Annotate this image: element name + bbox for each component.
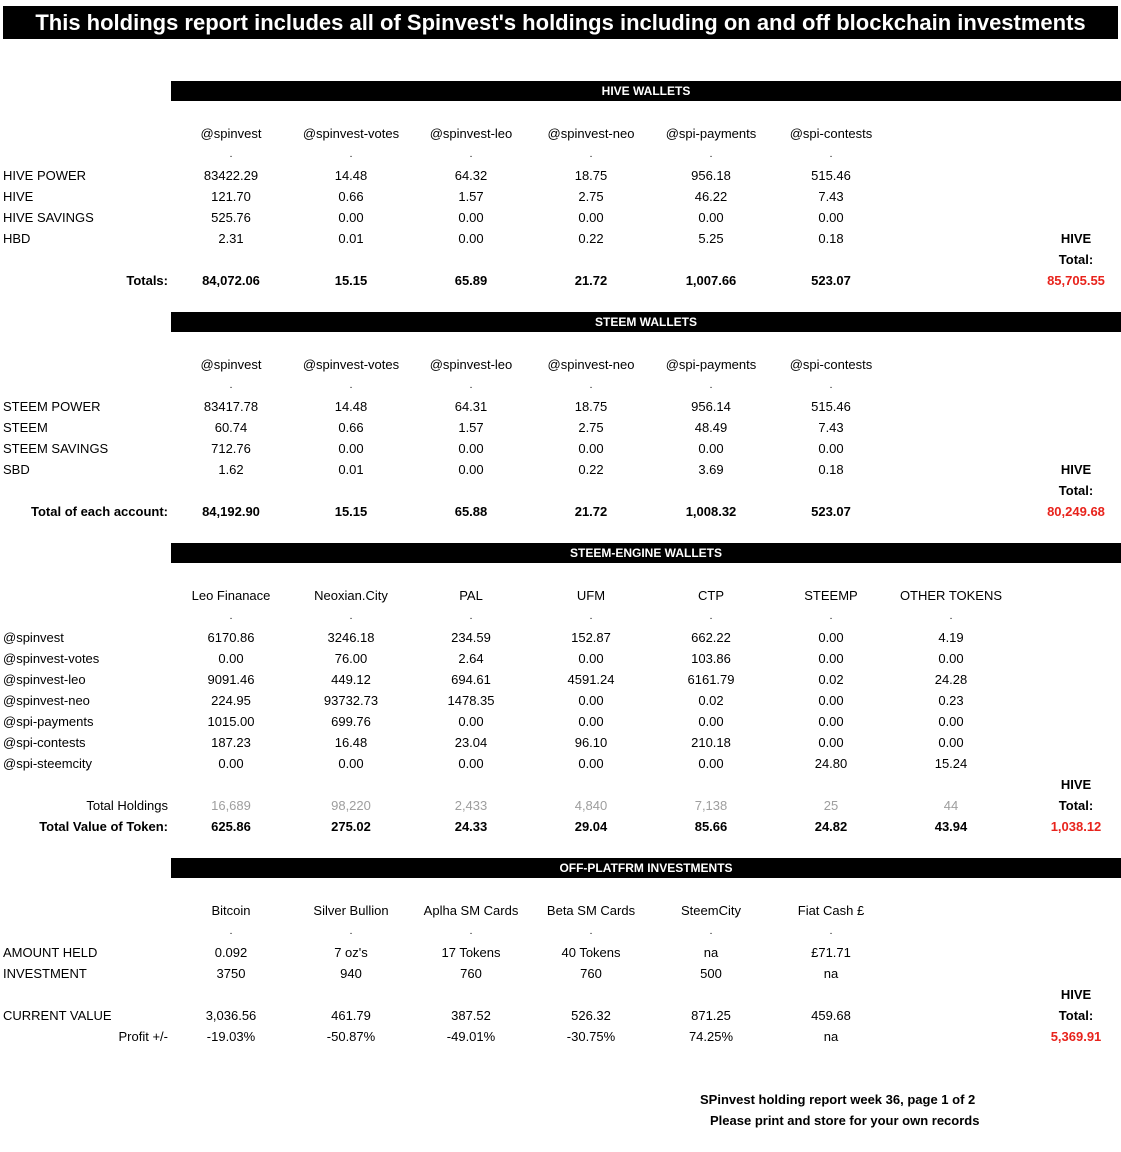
cell: 0.00 [458, 441, 484, 456]
separator-dot: . [469, 379, 473, 391]
hive-grand-total: 85,705.55 [1047, 273, 1105, 288]
row-label: INVESTMENT [3, 966, 87, 981]
cell: 2.31 [218, 231, 244, 246]
separator-dot: . [469, 148, 473, 160]
cell: 0.00 [458, 210, 484, 225]
cell: 234.59 [451, 630, 491, 645]
token-header: Leo Finanace [191, 588, 271, 603]
cell: 3,036.56 [205, 1008, 257, 1023]
steem-wallets-table [0, 354, 1121, 522]
separator-dot: . [829, 610, 833, 622]
cell: 0.66 [338, 420, 364, 435]
cell: 0.00 [698, 441, 724, 456]
cell: na [823, 1029, 839, 1044]
steem-grand-total: 80,249.68 [1047, 504, 1105, 519]
cell: 0.00 [938, 651, 964, 666]
cell: 6161.79 [687, 672, 735, 687]
cell: 210.18 [691, 735, 731, 750]
row-label: SBD [3, 462, 30, 477]
cell: 940 [340, 966, 362, 981]
cell: 0.00 [578, 651, 604, 666]
token-header: Neoxian.City [314, 588, 388, 603]
account-header: @spinvest-neo [547, 126, 635, 141]
cell: 662.22 [691, 630, 731, 645]
holding-cell: 44 [943, 798, 959, 813]
row-label: STEEM SAVINGS [3, 441, 109, 456]
cell: na [703, 945, 719, 960]
total-cell: 523.07 [811, 504, 851, 519]
total-cell: 15.15 [334, 504, 368, 519]
cell: 500 [700, 966, 722, 981]
totals-label: Totals: [126, 273, 168, 288]
value-cell: 85.66 [694, 819, 728, 834]
cell: 4.19 [938, 630, 964, 645]
steem-engine-table [0, 585, 1121, 837]
cell: 0.00 [218, 756, 244, 771]
cell: 0.00 [818, 735, 844, 750]
cell: 4591.24 [567, 672, 615, 687]
cell: 83417.78 [203, 399, 259, 414]
cell: 24.28 [934, 672, 968, 687]
value-cell: 24.82 [814, 819, 848, 834]
cell: 93732.73 [323, 693, 379, 708]
cell: -19.03% [206, 1029, 256, 1044]
cell: 7.43 [818, 189, 844, 204]
row-label: @spi-steemcity [3, 756, 93, 771]
cell: 712.76 [211, 441, 251, 456]
account-header: @spi-contests [789, 126, 873, 141]
cell: 60.74 [214, 420, 248, 435]
value-cell: 43.94 [934, 819, 968, 834]
cell: 74.25% [688, 1029, 734, 1044]
token-header: OTHER TOKENS [899, 588, 1003, 603]
cell: 14.48 [334, 399, 368, 414]
total-cell: 84,192.90 [202, 504, 260, 519]
account-header: @spinvest-neo [547, 357, 635, 372]
cell: 461.79 [331, 1008, 371, 1023]
cell: 694.61 [451, 672, 491, 687]
cell: 0.00 [458, 231, 484, 246]
cell: 2.75 [578, 189, 604, 204]
row-label: HBD [3, 231, 31, 246]
cell: 0.00 [938, 735, 964, 750]
cell: 515.46 [811, 399, 851, 414]
cell: 760 [460, 966, 482, 981]
cell: 0.00 [818, 693, 844, 708]
grand-total-label: HIVE [1060, 231, 1092, 246]
hive-wallets-header: HIVE WALLETS [171, 81, 1121, 101]
total-cell: 84,072.06 [202, 273, 260, 288]
cell: 83422.29 [203, 168, 259, 183]
row-label: STEEM POWER [3, 399, 101, 414]
cell: 0.18 [818, 462, 844, 477]
separator-dot: . [949, 610, 953, 622]
cell: 187.23 [211, 735, 251, 750]
separator-dot: . [349, 379, 353, 391]
holdings-label: Total Holdings [86, 798, 168, 813]
cell: 0.00 [938, 714, 964, 729]
account-header: @spi-payments [665, 126, 757, 141]
row-label: HIVE POWER [3, 168, 87, 183]
cell: 2.75 [578, 420, 604, 435]
cell: 0.00 [818, 651, 844, 666]
row-label: @spinvest-votes [3, 651, 100, 666]
separator-dot: . [229, 610, 233, 622]
cell: 18.75 [574, 168, 608, 183]
separator-dot: . [349, 148, 353, 160]
cell: 0.00 [338, 756, 364, 771]
cell: 0.00 [818, 714, 844, 729]
token-header: PAL [459, 588, 483, 603]
cell: 699.76 [331, 714, 371, 729]
off-platform-header: OFF-PLATFRM INVESTMENTS [171, 858, 1121, 878]
cell: 1.57 [458, 420, 484, 435]
cell: 5.25 [698, 231, 724, 246]
token-header: CTP [698, 588, 724, 603]
separator-dot: . [589, 148, 593, 160]
cell: 0.00 [578, 693, 604, 708]
cell: 0.18 [818, 231, 844, 246]
cell: 0.00 [578, 714, 604, 729]
cell: 0.01 [338, 231, 364, 246]
cell: 0.00 [698, 756, 724, 771]
separator-dot: . [589, 610, 593, 622]
cell: 48.49 [694, 420, 728, 435]
cell: 1478.35 [447, 693, 495, 708]
cell: 449.12 [331, 672, 371, 687]
footer-line-1: SPinvest holding report week 36, page 1 of 2 [700, 1092, 976, 1107]
asset-header: Fiat Cash £ [797, 903, 865, 918]
account-header: @spinvest-leo [429, 126, 513, 141]
separator-dot: . [829, 148, 833, 160]
separator-dot: . [229, 148, 233, 160]
cell: -30.75% [566, 1029, 616, 1044]
cell: 24.80 [814, 756, 848, 771]
row-label: HIVE SAVINGS [3, 210, 94, 225]
grand-total-label: Total: [1058, 252, 1094, 267]
row-label: @spinvest-leo [3, 672, 86, 687]
holding-cell: 16,689 [211, 798, 251, 813]
cell: 0.00 [698, 714, 724, 729]
off-platform-table [0, 900, 1121, 1047]
account-header: @spinvest-votes [302, 126, 400, 141]
cell: 64.31 [454, 399, 488, 414]
cell: 0.00 [578, 210, 604, 225]
cell: 0.00 [818, 210, 844, 225]
cell: 0.00 [458, 756, 484, 771]
cell: 515.46 [811, 168, 851, 183]
row-label: HIVE [3, 189, 34, 204]
off-platform-grand-total: 5,369.91 [1050, 1029, 1102, 1044]
cell: 0.00 [338, 441, 364, 456]
value-cell: 29.04 [574, 819, 608, 834]
cell: 0.00 [578, 441, 604, 456]
engine-grand-total: 1,038.12 [1050, 819, 1102, 834]
cell: 14.48 [334, 168, 368, 183]
cell: 46.22 [694, 189, 728, 204]
account-header: @spinvest-leo [429, 357, 513, 372]
row-label: @spinvest-neo [3, 693, 90, 708]
cell: 1.62 [218, 462, 244, 477]
cell: 956.18 [691, 168, 731, 183]
holding-cell: 7,138 [694, 798, 728, 813]
separator-dot: . [709, 148, 713, 160]
asset-header: Bitcoin [211, 903, 251, 918]
holding-cell: 4,840 [574, 798, 608, 813]
total-cell: 21.72 [574, 273, 608, 288]
cell: 7 oz's [334, 945, 368, 960]
cell: 525.76 [211, 210, 251, 225]
cell: 64.32 [454, 168, 488, 183]
cell: 16.48 [334, 735, 368, 750]
holding-cell: 25 [823, 798, 839, 813]
cell: 0.22 [578, 462, 604, 477]
separator-dot: . [709, 379, 713, 391]
steem-engine-wallets-header: STEEM-ENGINE WALLETS [171, 543, 1121, 563]
total-cell: 21.72 [574, 504, 608, 519]
row-label: @spinvest [3, 630, 64, 645]
value-cell: 24.33 [454, 819, 488, 834]
cell: 9091.46 [207, 672, 255, 687]
cell: 760 [580, 966, 602, 981]
grand-total-label: HIVE [1060, 777, 1092, 792]
account-header: @spi-payments [665, 357, 757, 372]
cell: 0.66 [338, 189, 364, 204]
total-cell: 65.88 [454, 504, 488, 519]
cell: 0.02 [818, 672, 844, 687]
grand-total-label: HIVE [1060, 462, 1092, 477]
value-label: Total Value of Token: [39, 819, 168, 834]
cell: 1.57 [458, 189, 484, 204]
cell: 224.95 [211, 693, 251, 708]
account-header: @spinvest-votes [302, 357, 400, 372]
cell: 0.02 [698, 693, 724, 708]
account-header: @spinvest [200, 357, 262, 372]
row-label: STEEM [3, 420, 48, 435]
account-header: @spinvest [200, 126, 262, 141]
cell: 23.04 [454, 735, 488, 750]
total-cell: 65.89 [454, 273, 488, 288]
cell: -50.87% [326, 1029, 376, 1044]
holding-cell: 98,220 [331, 798, 371, 813]
grand-total-label: Total: [1058, 1008, 1094, 1023]
separator-dot: . [349, 925, 353, 937]
total-cell: 523.07 [811, 273, 851, 288]
hive-wallets-table [0, 123, 1121, 291]
asset-header: Beta SM Cards [546, 903, 636, 918]
total-cell: 1,008.32 [685, 504, 737, 519]
cell: 459.68 [811, 1008, 851, 1023]
report-banner: This holdings report includes all of Spinvest's holdings including on and off blockchain investments [3, 6, 1118, 39]
cell: 0.22 [578, 231, 604, 246]
cell: 0.092 [214, 945, 248, 960]
cell: 15.24 [934, 756, 968, 771]
cell: 0.23 [938, 693, 964, 708]
separator-dot: . [709, 925, 713, 937]
totals-label: Total of each account: [31, 504, 168, 519]
cell: £71.71 [811, 945, 851, 960]
cell: na [823, 966, 839, 981]
separator-dot: . [589, 925, 593, 937]
cell: 0.00 [818, 441, 844, 456]
total-cell: 1,007.66 [685, 273, 737, 288]
separator-dot: . [829, 379, 833, 391]
grand-total-label: Total: [1058, 798, 1094, 813]
cell: 0.01 [338, 462, 364, 477]
cell: 0.00 [578, 756, 604, 771]
separator-dot: . [829, 925, 833, 937]
total-cell: 15.15 [334, 273, 368, 288]
separator-dot: . [349, 610, 353, 622]
cell: 387.52 [451, 1008, 491, 1023]
separator-dot: . [469, 925, 473, 937]
row-label: AMOUNT HELD [3, 945, 98, 960]
asset-header: Silver Bullion [313, 903, 389, 918]
grand-total-label: Total: [1058, 483, 1094, 498]
cell: 152.87 [571, 630, 611, 645]
cell: 7.43 [818, 420, 844, 435]
cell: 0.00 [338, 210, 364, 225]
cell: 2.64 [458, 651, 484, 666]
separator-dot: . [709, 610, 713, 622]
cell: 103.86 [691, 651, 731, 666]
cell: 40 Tokens [561, 945, 621, 960]
row-label: @spi-contests [3, 735, 86, 750]
row-label: @spi-payments [3, 714, 94, 729]
separator-dot: . [469, 610, 473, 622]
value-cell: 275.02 [331, 819, 371, 834]
row-label: CURRENT VALUE [3, 1008, 112, 1023]
footer-line-2: Please print and store for your own records [710, 1113, 980, 1128]
cell: 6170.86 [207, 630, 255, 645]
cell: 0.00 [698, 210, 724, 225]
holding-cell: 2,433 [454, 798, 488, 813]
asset-header: SteemCity [681, 903, 741, 918]
cell: 121.70 [211, 189, 251, 204]
cell: 0.00 [818, 630, 844, 645]
cell: 3246.18 [327, 630, 375, 645]
cell: 0.00 [218, 651, 244, 666]
cell: 526.32 [571, 1008, 611, 1023]
cell: -49.01% [446, 1029, 496, 1044]
cell: 17 Tokens [441, 945, 501, 960]
account-header: @spi-contests [789, 357, 873, 372]
separator-dot: . [589, 379, 593, 391]
profit-label: Profit +/- [118, 1029, 168, 1044]
value-cell: 625.86 [211, 819, 251, 834]
cell: 871.25 [691, 1008, 731, 1023]
steem-wallets-header: STEEM WALLETS [171, 312, 1121, 332]
separator-dot: . [229, 925, 233, 937]
token-header: STEEMP [804, 588, 858, 603]
separator-dot: . [229, 379, 233, 391]
cell: 96.10 [574, 735, 608, 750]
cell: 956.14 [691, 399, 731, 414]
cell: 3750 [216, 966, 246, 981]
token-header: UFM [576, 588, 606, 603]
cell: 3.69 [698, 462, 724, 477]
asset-header: Aplha SM Cards [423, 903, 519, 918]
grand-total-label: HIVE [1060, 987, 1092, 1002]
cell: 1015.00 [207, 714, 255, 729]
cell: 0.00 [458, 462, 484, 477]
cell: 18.75 [574, 399, 608, 414]
cell: 76.00 [334, 651, 368, 666]
cell: 0.00 [458, 714, 484, 729]
